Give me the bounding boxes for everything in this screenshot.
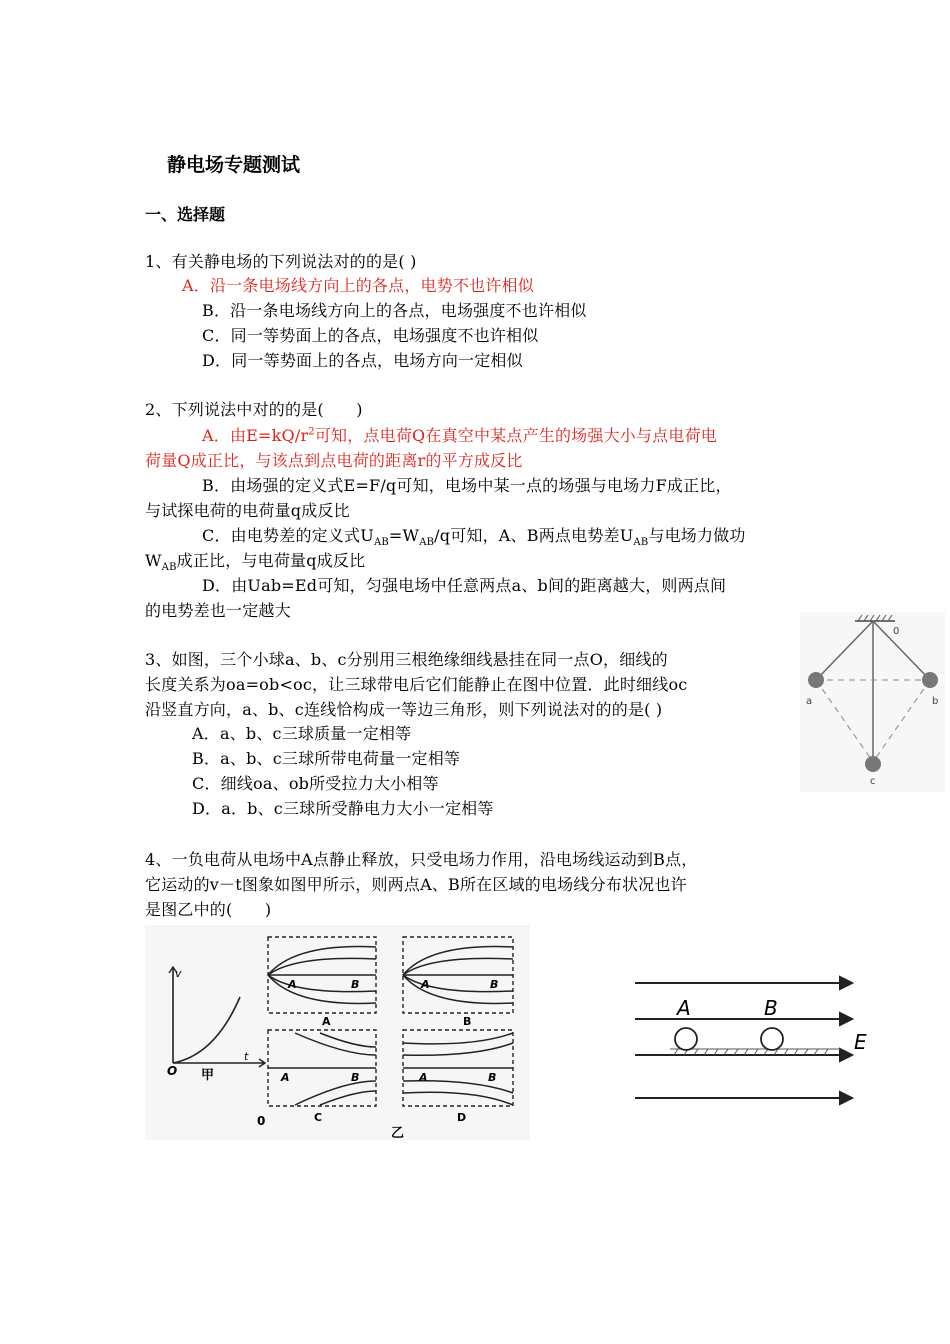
svg-text:B: B — [351, 978, 360, 991]
option-b-caption: B — [463, 1015, 472, 1028]
vt-t-label: t — [244, 1050, 249, 1063]
page-title: 静电场专题测试 — [167, 154, 301, 176]
option-d-caption: D — [457, 1111, 467, 1124]
q1-stem: 1、有关静电场的下列说法对的的是( ) — [145, 252, 417, 271]
q3-pendulum-figure — [800, 612, 945, 792]
vt-v-label: v — [175, 967, 182, 980]
q2-option-d-line1: D．由Uab=Ed可知，匀强电场中任意两点a、b间的距离越大，则两点间 — [202, 576, 727, 595]
yi-caption: 乙 — [391, 1126, 405, 1140]
figure-zero-label: 0 — [257, 1114, 266, 1128]
q3-label-c: c — [870, 776, 876, 787]
q2-option-c-line2: $W_{AB}$成正比，与电荷量q成反比 — [145, 551, 366, 574]
svg-text:A: A — [281, 1071, 290, 1084]
svg-text:A: A — [421, 978, 430, 991]
q3-option-c: C．细线oa、ob所受拉力大小相等 — [192, 774, 439, 793]
svg-text:A: A — [419, 1071, 428, 1084]
q2-option-b-line1: B．由场强的定义式E=F/q可知，电场中某一点的场强与电场力F成正比， — [202, 476, 732, 495]
q4-stem-line1: 4、一负电荷从电场中A点静止释放，只受电场力作用，沿电场线运动到B点， — [145, 850, 698, 869]
svg-text:B: B — [488, 1071, 497, 1084]
q1-option-b: B．沿一条电场线方向上的各点，电场强度不也许相似 — [202, 301, 587, 320]
q4-options-figure — [145, 925, 530, 1140]
q3-label-o: 0 — [893, 626, 900, 637]
q3-option-a: A．a、b、c三球质量一定相等 — [192, 724, 412, 743]
vt-caption: 甲 — [201, 1068, 215, 1083]
field-label-b: B — [764, 996, 778, 1020]
q3-stem-line1: 3、如图，三个小球a、b、c分别用三根绝缘细线悬挂在同一点O，细线的 — [145, 650, 668, 669]
field-label-a: A — [677, 996, 691, 1020]
q3-stem-line3: 沿竖直方向，a、b、c连线恰构成一等边三角形，则下列说法对的的是( ) — [145, 700, 663, 719]
option-a-caption: A — [322, 1015, 331, 1028]
q1-option-d: D．同一等势面上的各点，电场方向一定相似 — [202, 351, 523, 370]
q2-stem: 2、下列说法中对的的是( ) — [145, 400, 363, 419]
q2-option-a-line1: A．由$E=kQ/r^2$可知，点电荷Q在真空中某点产生的场强大小与点电荷电 — [202, 426, 717, 445]
q3-stem-line2: 长度关系为oa=ob<oc，让三球带电后它们能静止在图中位置．此时细线oc — [145, 675, 688, 694]
q1-option-a: A．沿一条电场线方向上的各点，电势不也许相似 — [182, 276, 534, 295]
field-label-e: E — [854, 1030, 867, 1054]
vt-origin-label: O — [167, 1064, 178, 1078]
q3-option-d: D．a．b、c三球所受静电力大小一定相等 — [192, 799, 494, 818]
q4-stem-line2: 它运动的v－t图象如图甲所示，则两点A、B所在区域的电场线分布状况也许 — [145, 875, 687, 894]
section-heading: 一、选择题 — [145, 205, 226, 224]
svg-text:B: B — [351, 1071, 360, 1084]
q3-label-a: a — [806, 696, 813, 707]
q1-option-c: C．同一等势面上的各点，电场强度不也许相似 — [202, 326, 539, 345]
q2-option-c-line1: C．由电势差的定义式$U_{AB}=W_{AB}/q$可知，A、B两点电势差$U_{AB}$与电场力做功 — [202, 526, 746, 549]
q4-stem-line3: 是图乙中的( ) — [145, 900, 272, 919]
q2-option-a-line2: 荷量Q成正比，与该点到点电荷的距离r的平方成反比 — [145, 451, 523, 470]
svg-text:B: B — [490, 978, 499, 991]
q2-option-d-line2: 的电势差也一定越大 — [145, 601, 291, 620]
q3-label-b: b — [932, 696, 939, 707]
q3-option-b: B．a、b、c三球所带电荷量一定相等 — [192, 749, 461, 768]
q2-option-b-line2: 与试探电荷的电荷量q成反比 — [145, 501, 350, 520]
option-c-caption: C — [314, 1111, 323, 1124]
q4-field-figure — [630, 965, 875, 1115]
svg-text:A: A — [288, 978, 297, 991]
